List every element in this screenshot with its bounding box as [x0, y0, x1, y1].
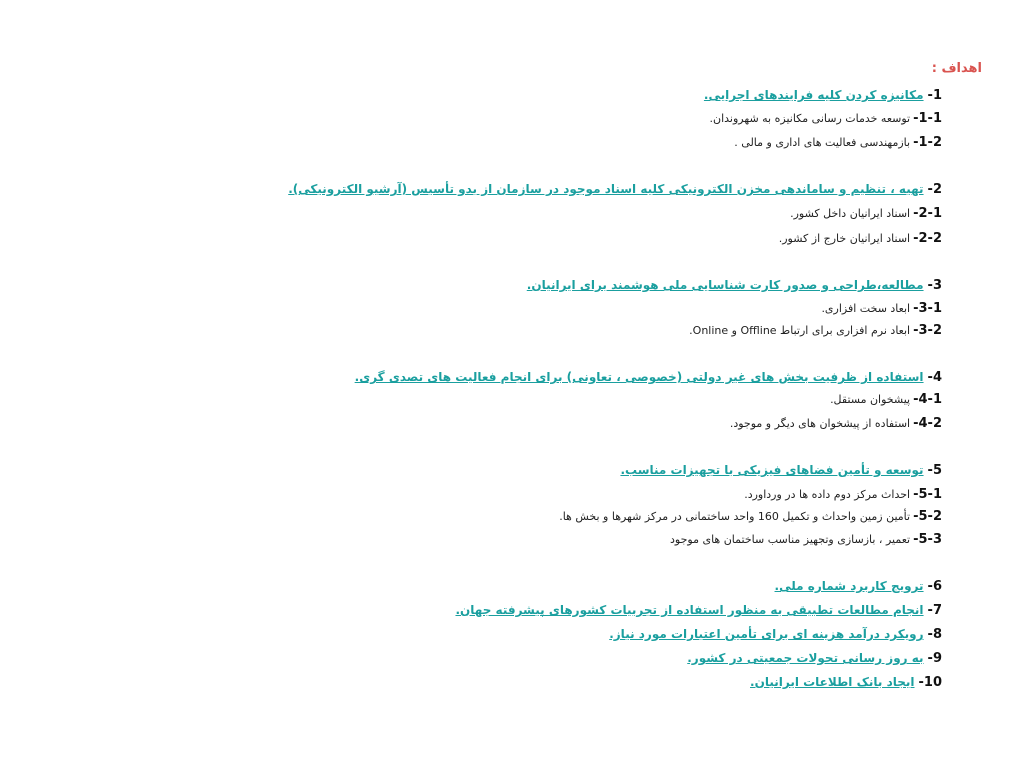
goal-4-link[interactable]: استفاده از ظرفیت بخش های غیر دولتی (خصوصی ، تعاونی) برای انجام فعالیت های تصدی گری.	[354, 370, 924, 384]
subgoal-5-3-text: تعمیر ، بازسازی وتجهیز مناسب ساختمان های موجود	[670, 533, 911, 546]
goal-2	[288, 179, 942, 197]
subgoal-5-2-text: تأمین زمین واحداث و تکمیل 160 واحد ساختمانی در مرکز شهرها و بخش ها.	[559, 510, 911, 523]
subgoal-4-2	[730, 413, 942, 431]
goal-8-number: 8-	[927, 627, 942, 642]
goal-7-number: 7-	[927, 603, 942, 618]
goal-10-link[interactable]: ایجاد بانک اطلاعات ایرانیان.	[750, 675, 915, 689]
subgoal-1-1	[710, 108, 942, 126]
goal-2-number: 2-	[927, 182, 942, 197]
subgoal-2-2-number: 2-2-	[913, 231, 942, 246]
subgoal-2-2-text: اسناد ایرانیان خارج از کشور.	[778, 232, 911, 245]
subgoal-5-3-number: 5-3-	[913, 532, 942, 547]
subgoal-3-2-text: ابعاد نرم افزاری برای ارتباط Offline و Online.	[689, 324, 911, 337]
subgoal-1-2-text: بازمهندسی فعالیت های اداری و مالی .	[734, 136, 911, 149]
goal-6-number: 6-	[927, 579, 942, 594]
subgoal-5-1	[744, 484, 942, 502]
heading-text: اهداف :	[931, 61, 982, 76]
goal-1-number: 1-	[927, 88, 942, 103]
goal-9-number: 9-	[927, 651, 942, 666]
goal-10	[750, 672, 942, 690]
subgoal-1-2	[734, 132, 942, 150]
subgoal-5-2	[559, 506, 942, 524]
goal-10-number: 10-	[918, 675, 942, 690]
subgoal-3-1	[821, 298, 942, 316]
subgoal-4-2-number: 4-2-	[913, 416, 942, 431]
goal-8	[609, 624, 942, 642]
goal-4-number: 4-	[927, 370, 942, 385]
subgoal-3-2-number: 3-2-	[913, 323, 942, 338]
subgoal-3-1-number: 3-1-	[913, 301, 942, 316]
goal-2-link[interactable]: تهیه ، تنظیم و ساماندهی مخزن الکترونیکی کلیه اسناد موجود در سازمان از بدو تأسیس (آرشیو الکترونیکی).	[288, 182, 924, 196]
subgoal-2-2	[779, 228, 942, 246]
goal-1-link[interactable]: مکانیزه کردن کلیه فرایندهای اجرایی.	[703, 88, 924, 102]
goal-9-link[interactable]: به روز رسانی تحولات جمعیتی در کشور.	[687, 651, 924, 665]
subgoal-5-1-number: 5-1-	[913, 487, 942, 502]
subgoal-2-1	[790, 203, 942, 221]
goal-9	[687, 648, 942, 666]
goal-7	[455, 600, 942, 618]
goal-3-number: 3-	[927, 278, 942, 293]
goal-3	[527, 275, 942, 293]
subgoal-5-1-text: احداث مرکز دوم داده ها در ورداورد.	[744, 488, 911, 501]
goal-6	[775, 576, 942, 594]
subgoal-4-1	[830, 389, 942, 407]
subgoal-2-1-text: اسناد ایرانیان داخل کشور.	[790, 207, 911, 220]
goal-4	[355, 367, 942, 385]
subgoal-2-1-number: 2-1-	[913, 206, 942, 221]
goal-3-link[interactable]: مطالعه،طراحی و صدور کارت شناسایی ملی هوشمند برای ایرانیان.	[526, 278, 924, 292]
subgoal-3-1-text: ابعاد سخت افزاری.	[821, 302, 911, 315]
subgoal-3-2	[689, 320, 942, 338]
goal-6-link[interactable]: ترویج کاربرد شماره ملی.	[774, 579, 924, 593]
subgoal-1-1-text: توسعه خدمات رسانی مکانیزه به شهروندان.	[709, 112, 911, 125]
goal-5-link[interactable]: توسعه و تأمین فضاهای فیزیکی با تجهیزات مناسب.	[620, 463, 924, 477]
goal-7-link[interactable]: انجام مطالعات تطبیقی به منظور استفاده از تجربیات کشورهای پیشرفته جهان.	[455, 603, 924, 617]
subgoal-1-1-number: 1-1-	[913, 111, 942, 126]
subgoal-4-2-text: استفاده از پیشخوان های دیگر و موجود.	[729, 417, 911, 430]
goal-5-number: 5-	[927, 463, 942, 478]
goal-5	[620, 460, 942, 478]
subgoal-1-2-number: 1-2-	[913, 135, 942, 150]
section-heading	[932, 60, 982, 78]
goal-8-link[interactable]: رویکرد درآمد هزینه ای برای تأمین اعتبارات مورد نیاز.	[609, 627, 924, 641]
goal-1	[704, 85, 942, 103]
subgoal-4-1-number: 4-1-	[913, 392, 942, 407]
subgoal-5-3	[670, 529, 942, 547]
subgoal-4-1-text: پیشخوان مستقل.	[830, 393, 911, 406]
subgoal-5-2-number: 5-2-	[913, 509, 942, 524]
